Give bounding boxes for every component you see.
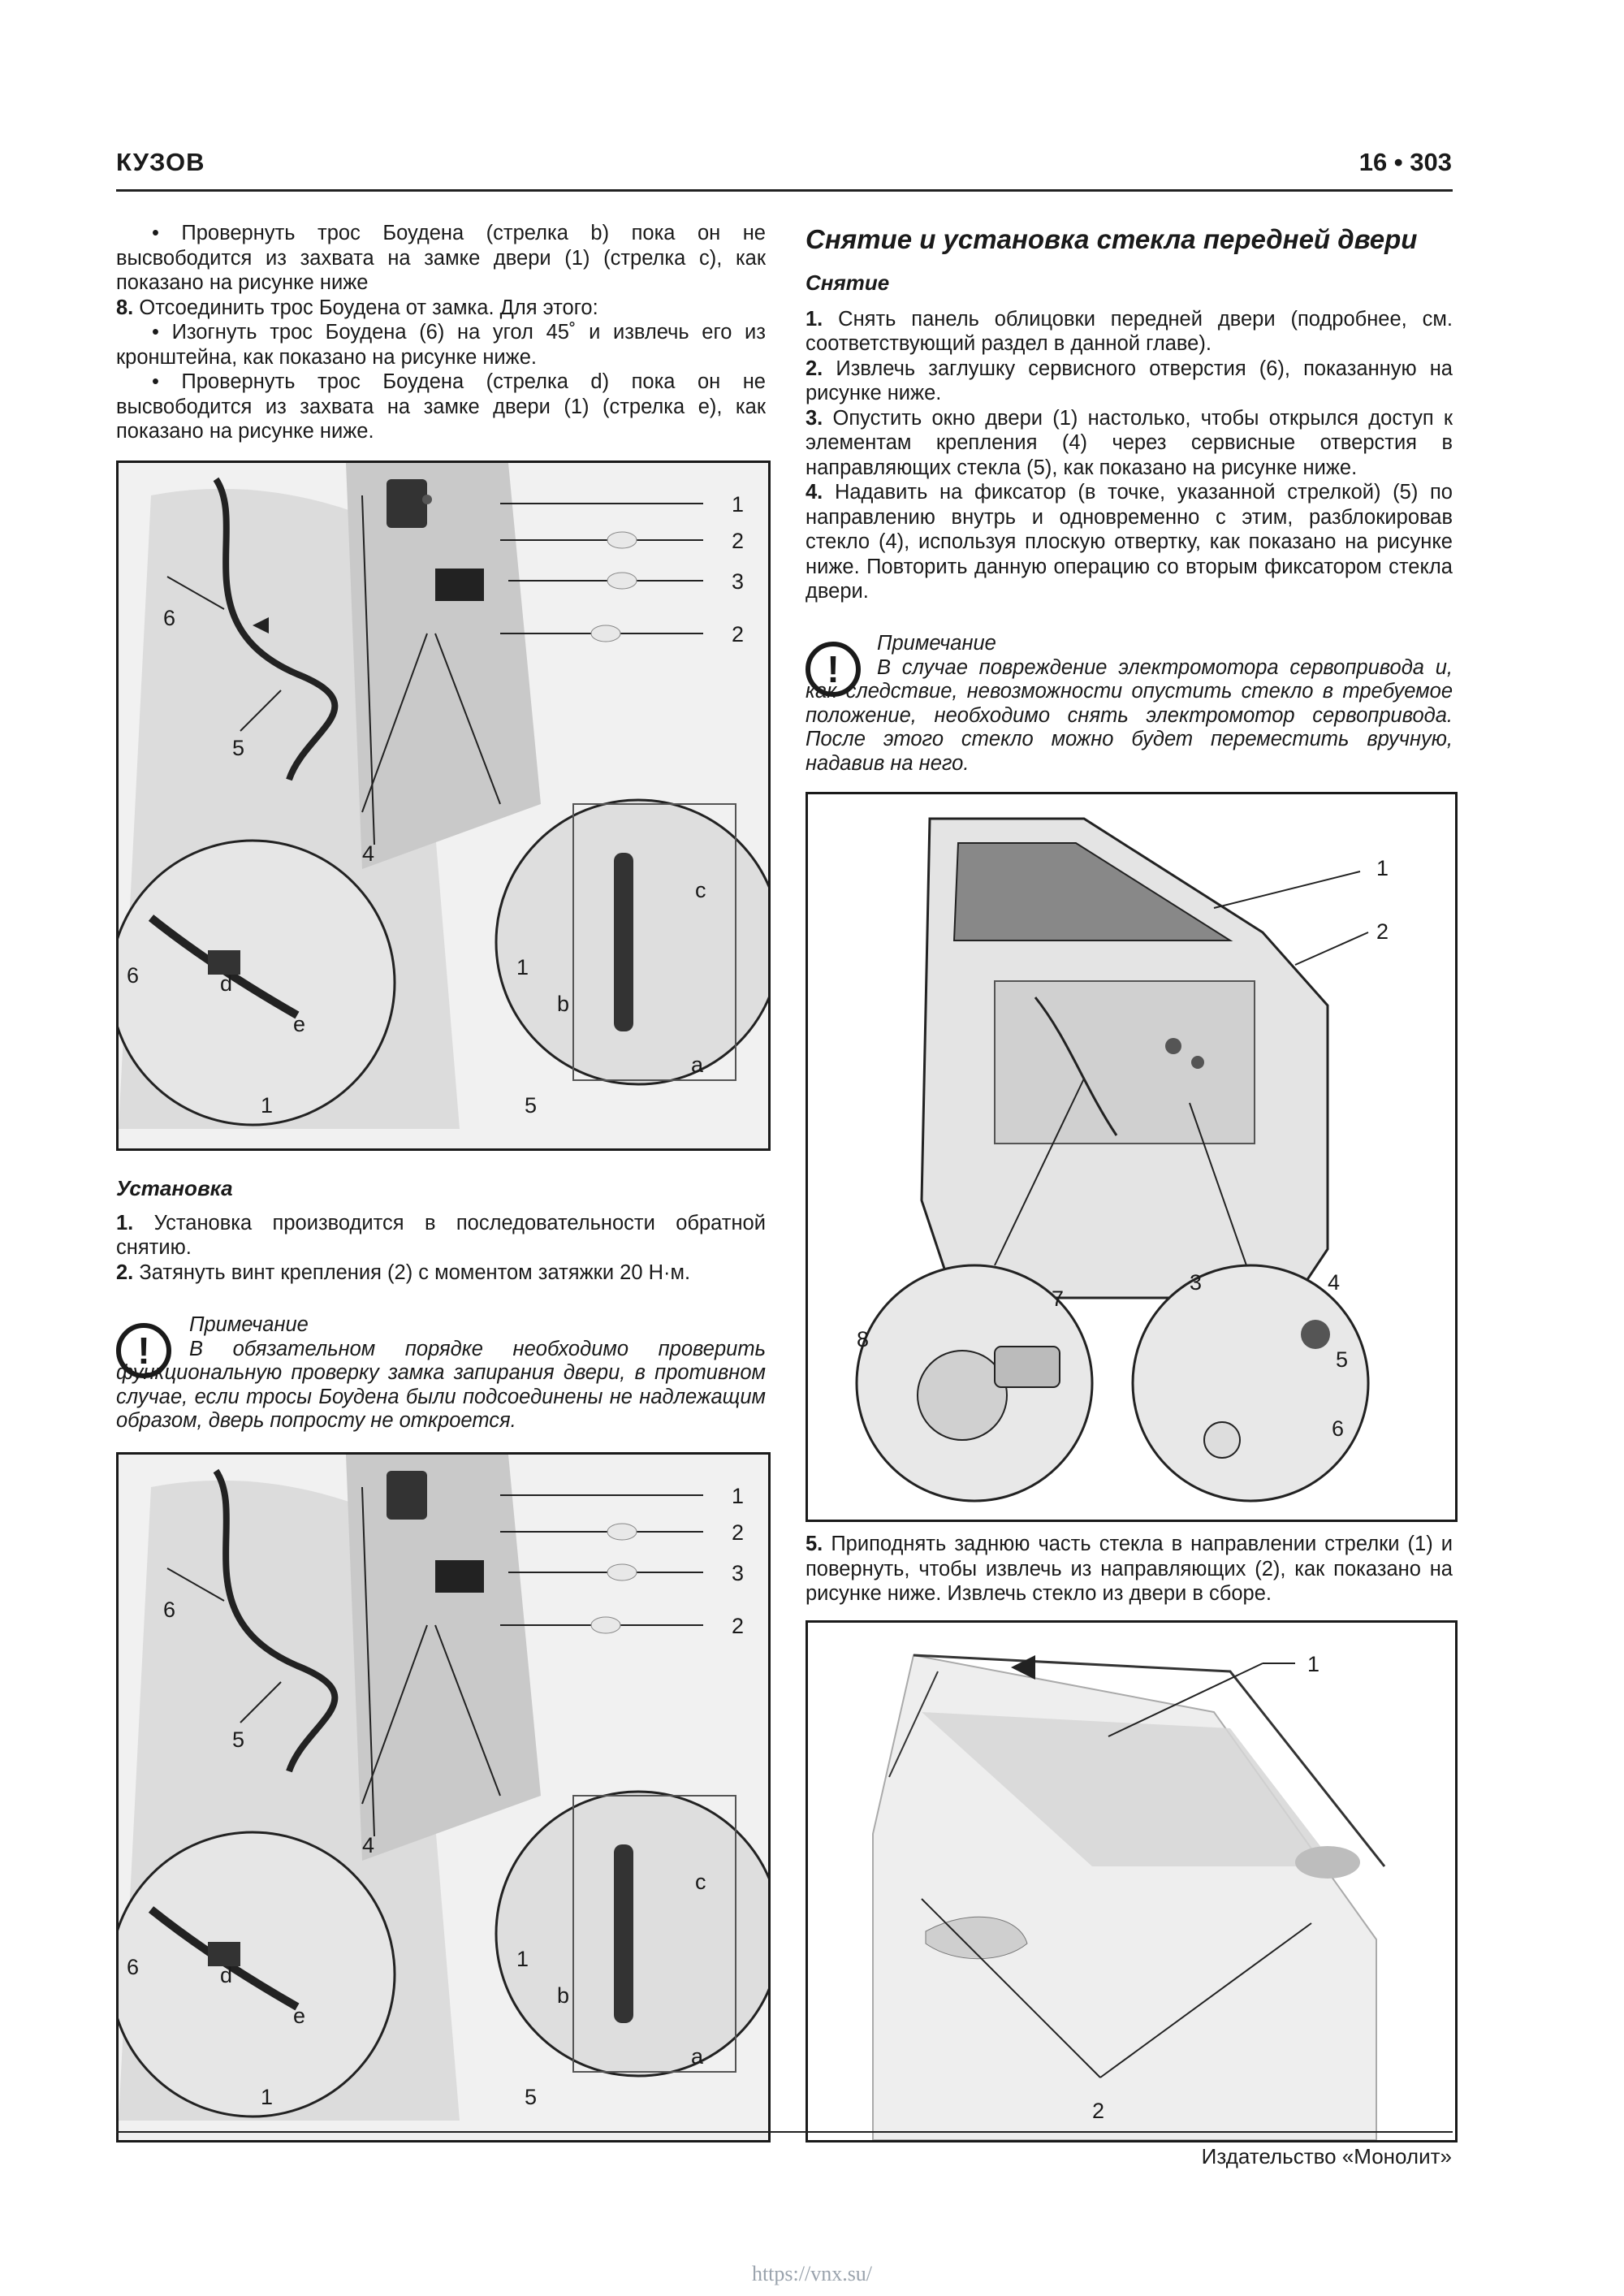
right-step-5-block <box>806 1532 1453 1606</box>
glass-illustration <box>808 1623 1455 2140</box>
step-number: 5. <box>806 1533 823 1555</box>
label-6b: 6 <box>127 963 140 988</box>
label-e: e <box>293 1012 306 1036</box>
removal-step-5 <box>806 1532 1453 1606</box>
step-number: 1. <box>116 1211 134 1234</box>
label-5b: 5 <box>525 2085 538 2109</box>
step-number: 3. <box>806 406 823 430</box>
label-1: 1 <box>732 1484 745 1508</box>
installation-title: Установка <box>116 1176 233 1200</box>
label-1c: 1 <box>516 1947 529 1971</box>
label-4: 4 <box>362 841 375 866</box>
label-6b: 6 <box>127 1955 140 1979</box>
intro-bullet: • Провернуть трос Боудена (стрелка b) пока он не высвободится из захвата на замке двери (1) (стрелка c), как показано на рисунке ниже <box>116 222 766 294</box>
step-number: 4. <box>806 481 823 504</box>
step-text: Извлечь заглушку сервисного отверстия (6), показанную на рисунке ниже. <box>806 357 1453 404</box>
section-title: КУЗОВ <box>116 148 205 176</box>
footer-rule <box>116 2131 1453 2133</box>
step-text: Надавить на фиксатор (в точке, указанной стрелкой) (5) по направлению внутрь и одновременно с этим, разблокировав стекло (4), используя плоскую отвертку, как показано на рисунке ниже. Повторить данную операцию со вторым фиксатором стекла двери. <box>806 481 1453 603</box>
label-c: c <box>695 878 706 902</box>
publisher: Издательство «Монолит» <box>1201 2144 1452 2168</box>
label-3: 3 <box>732 569 745 594</box>
glass-removal-figure <box>806 1620 1458 2143</box>
label-2b: 2 <box>732 622 745 646</box>
install-step-2 <box>116 1260 766 1286</box>
removal-title: Снятие <box>806 270 890 295</box>
fig2-label-8: 8 <box>857 1327 870 1351</box>
label-1b: 1 <box>261 2085 274 2109</box>
fig3-label-2: 2 <box>1092 2099 1105 2123</box>
step-number: 8. <box>116 296 134 319</box>
lock-cable-figure-1 <box>116 460 771 1151</box>
step-text: Отсоединить трос Боудена от замка. Для этого: <box>139 296 598 319</box>
right-note <box>806 632 1453 776</box>
note-title: Примечание <box>189 1313 309 1336</box>
lock-cable-figure-2 <box>116 1452 771 2143</box>
exclamation-icon: ! <box>806 642 861 697</box>
fig3-label-1: 1 <box>1307 1652 1320 1676</box>
step-text: Приподнять заднюю часть стекла в направлении стрелки (1) и повернуть, чтобы извлечь из направляющих (2), как показано на рисунке ниже. Извлечь стекло из двери в сборе. <box>806 1533 1453 1605</box>
fig2-label-5: 5 <box>1336 1347 1349 1372</box>
note-text: В обязательном порядке необходимо проверить функциональную проверку замка запирания двери, в противном случае, если тросы Боудена были подсоединены не надлежащим образом, дверь попросту не откроется. <box>116 1337 766 1432</box>
step-text: Затянуть винт крепления (2) с моментом затяжки 20 Н·м. <box>139 1260 691 1284</box>
label-2: 2 <box>732 529 745 553</box>
label-d: d <box>220 971 233 996</box>
left-intro-text <box>116 221 766 444</box>
step-8-bullet-2: • Провернуть трос Боудена (стрелка d) пока он не высвободится из захвата на замке двери (1) (стрелка e), как показано на рисунке ниже. <box>116 370 766 443</box>
label-a: a <box>691 1053 704 1077</box>
right-section-title: Снятие и установка стекла передней двери <box>806 224 1418 254</box>
step-8-bullet-1: • Изогнуть трос Боудена (6) на угол 45˚ и извлечь его из кронштейна, как показано на рисунке ниже. <box>116 321 766 369</box>
label-2b: 2 <box>732 1614 745 1638</box>
label-2: 2 <box>732 1520 745 1545</box>
door-illustration <box>808 794 1455 1520</box>
label-e: e <box>293 2004 306 2028</box>
label-1c: 1 <box>516 955 529 979</box>
fig2-label-1: 1 <box>1376 856 1389 880</box>
lock-cable-illustration <box>119 1455 768 2140</box>
label-c: c <box>695 1870 706 1894</box>
label-6: 6 <box>163 1598 176 1622</box>
label-a: a <box>691 2044 704 2069</box>
label-3: 3 <box>732 1561 745 1585</box>
step-text: Снять панель облицовки передней двери (подробнее, см. соответствующий раздел в данной главе). <box>806 307 1453 355</box>
label-1: 1 <box>732 492 745 517</box>
label-d: d <box>220 1963 233 1987</box>
label-5: 5 <box>232 1727 245 1752</box>
step-number: 1. <box>806 307 823 331</box>
watermark-link[interactable]: https://vnx.su/ <box>751 2262 873 2285</box>
label-b: b <box>557 992 570 1016</box>
door-window-figure <box>806 792 1458 1522</box>
label-6: 6 <box>163 606 176 630</box>
step-text: Установка производится в последовательности обратной снятию. <box>116 1211 766 1259</box>
step-number: 2. <box>116 1260 134 1284</box>
note-title: Примечание <box>877 632 996 655</box>
removal-step-3 <box>806 406 1453 481</box>
label-1b: 1 <box>261 1093 274 1118</box>
left-note <box>116 1313 766 1433</box>
fig2-label-7: 7 <box>1052 1286 1065 1311</box>
step-8 <box>116 296 766 321</box>
fig2-label-2: 2 <box>1376 919 1389 944</box>
label-4: 4 <box>362 1833 375 1857</box>
page-number: 16 • 303 <box>1358 148 1452 176</box>
installation-section <box>116 1176 766 1285</box>
note-text: В случае повреждение электромотора сервопривода и, как следствие, невозможности опустить стекло в требуемое положение, необходимо снять электромотор сервопривода. После этого стекло можно будет переместить вручную, надавив на него. <box>806 655 1453 775</box>
step-text: Опустить окно двери (1) настолько, чтобы открылся доступ к элементам крепления (4) через сервисные отверстия в направляющих стекла (5), как показано на рисунке ниже. <box>806 406 1453 479</box>
fig2-label-4: 4 <box>1328 1270 1341 1295</box>
header-rule <box>116 189 1453 192</box>
label-5: 5 <box>232 736 245 760</box>
right-text <box>806 223 1453 604</box>
exclamation-icon: ! <box>116 1323 171 1378</box>
fig2-label-3: 3 <box>1190 1270 1203 1295</box>
label-b: b <box>557 1983 570 2008</box>
removal-step-2 <box>806 357 1453 406</box>
step-number: 2. <box>806 357 823 380</box>
removal-step-4 <box>806 480 1453 604</box>
removal-step-1 <box>806 307 1453 357</box>
lock-cable-illustration <box>119 463 768 1148</box>
fig2-label-6: 6 <box>1332 1416 1345 1441</box>
label-5b: 5 <box>525 1093 538 1118</box>
install-step-1 <box>116 1211 766 1260</box>
